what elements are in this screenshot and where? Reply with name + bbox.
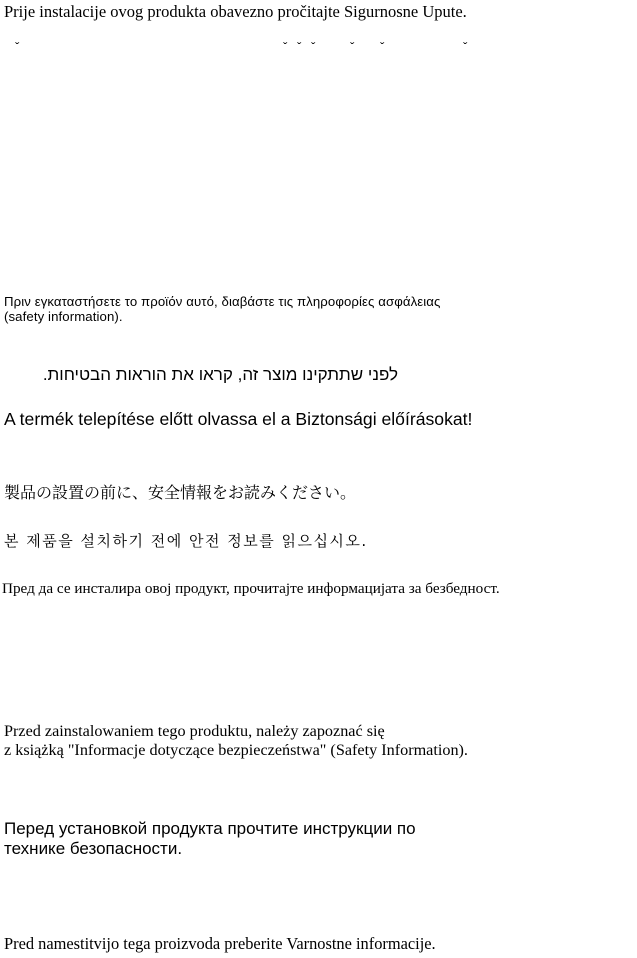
russian-safety-text	[4, 819, 416, 858]
caron-mark: ˇ	[350, 39, 355, 54]
hungarian-safety-text: A termék telepítése előtt olvassa el a Biztonsági előírásokat!	[4, 409, 473, 429]
polish-line-1: Przed zainstalowaniem tego produktu, należy zapoznać się	[4, 722, 385, 740]
caron-mark: ˇ	[311, 39, 316, 54]
macedonian-safety-text: Пред да се инсталира овој продукт, прочитајте информацијата за безбедност.	[2, 580, 500, 597]
caron-mark: ˇ	[380, 39, 385, 54]
korean-safety-text: 본 제품을 설치하기 전에 안전 정보를 읽으십시오.	[4, 532, 368, 550]
slovenian-safety-text: Pred namestitvijo tega proizvoda preberite Varnostne informacije.	[4, 934, 436, 953]
caron-mark: ˇ	[463, 39, 468, 54]
greek-safety-text	[4, 294, 440, 324]
caron-mark: ˇ	[15, 39, 20, 54]
japanese-safety-text: 製品の設置の前に、安全情報をお読みください。	[4, 483, 357, 502]
greek-line-1: Πριν εγκαταστήσετε το προϊόν αυτό, διαβάστε τις πληροφορίες ασφάλειας	[4, 294, 441, 309]
croatian-safety-text: Prije instalacije ovog produkta obavezno pročitajte Sigurnosne Upute.	[4, 2, 467, 21]
stray-caron-marks	[0, 40, 630, 56]
polish-safety-text	[4, 722, 468, 759]
hebrew-safety-text: לפני שתתקינו מוצר זה, קראו את הוראות הבטיחות.	[42, 365, 398, 384]
russian-line-2: технике безопасности.	[4, 838, 183, 858]
caron-mark: ˇ	[283, 39, 288, 54]
russian-line-1: Перед установкой продукта прочтите инструкции по	[4, 819, 416, 838]
polish-line-2: z książką "Informacje dotyczące bezpieczeństwa" (Safety Information).	[4, 740, 468, 759]
greek-line-2: (safety information).	[4, 309, 123, 325]
caron-mark: ˇ	[297, 39, 302, 54]
